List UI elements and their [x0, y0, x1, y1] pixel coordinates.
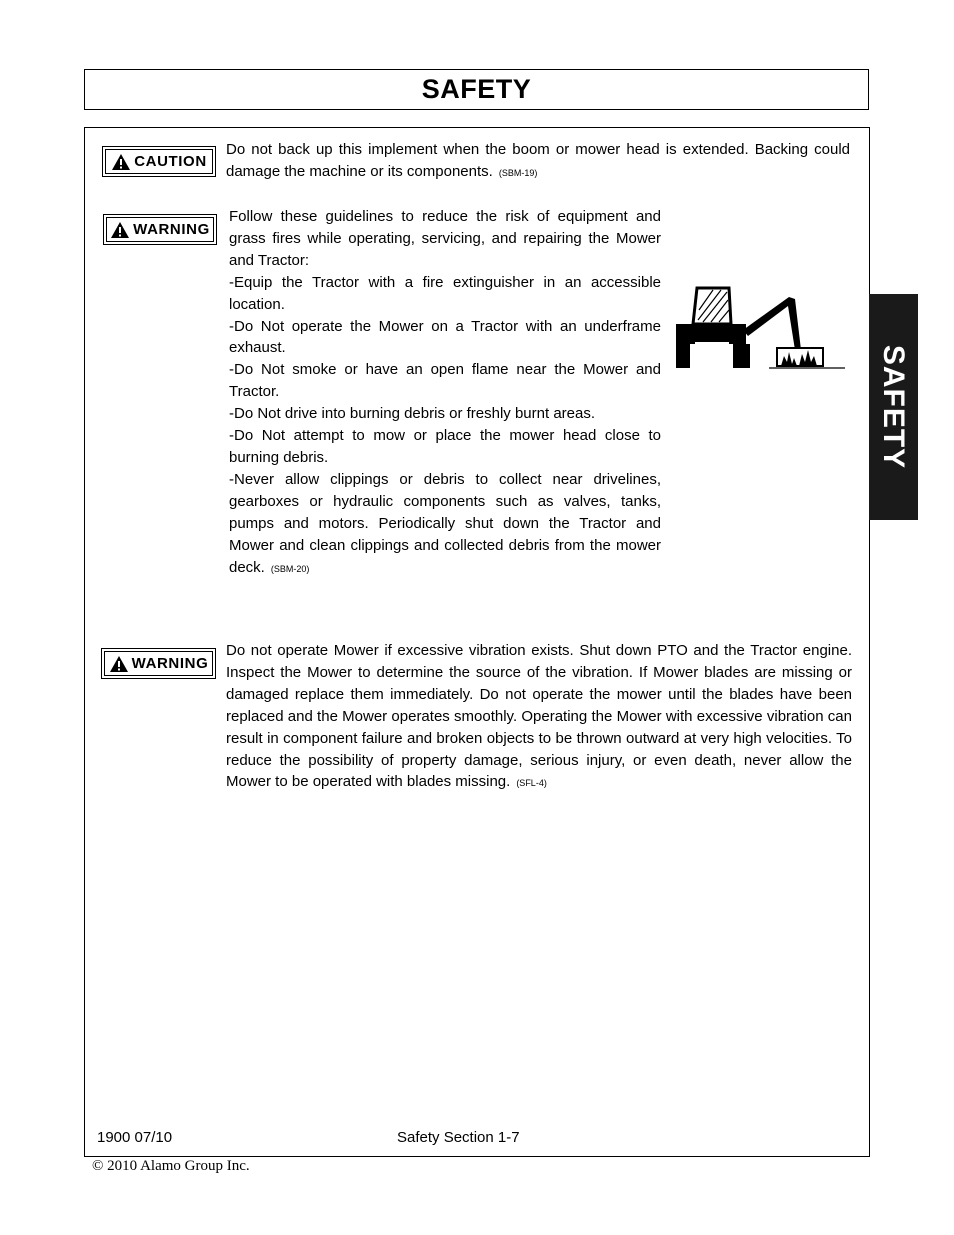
guideline-line: -Equip the Tractor with a fire extinguisher in an accessible location. [229, 273, 661, 313]
model-date: 1900 07/10 [97, 1129, 173, 1146]
guideline-line-text: -Never allow clippings or debris to collect near drivelines, gearboxes or hydraulic components such as valves, tanks, pumps and motors. Periodically shut down the Tractor and Mower and clean clippings and collected debris from the mower deck. [229, 470, 661, 576]
page-number: Safety Section 1-7 [397, 1129, 520, 1146]
guideline-line: -Do Not smoke or have an open flame near the Mower and Tractor. [229, 361, 661, 401]
warning-triangle-icon [110, 221, 130, 239]
section-tab [869, 294, 918, 520]
guideline-line [229, 469, 661, 581]
warning-triangle-icon [111, 153, 131, 171]
caution-label [102, 146, 216, 177]
fire-guidelines-paragraph [229, 206, 661, 580]
warning-triangle-icon [109, 655, 129, 673]
section-tab-label: SAFETY [877, 344, 911, 470]
guideline-line: Follow these guidelines to reduce the risk of equipment and grass fires while operating, servicing, and repairing the Mower and Tractor: [229, 208, 661, 269]
warning-label-text: WARNING [131, 655, 209, 672]
guideline-line: -Do Not attempt to mow or place the mower head close to burning debris. [229, 427, 661, 466]
caution-text: Do not back up this implement when the boom or mower head is extended. Backing could damage the machine or its components. [226, 141, 850, 180]
tractor-fire-illustration [673, 280, 848, 375]
caution-label-text: CAUTION [134, 153, 207, 170]
reference-code: (SBM-20) [270, 563, 310, 574]
guideline-line: -Do Not drive into burning debris or freshly burnt areas. [229, 405, 596, 423]
warning-label [101, 648, 216, 679]
vibration-paragraph [226, 640, 852, 795]
page-title: SAFETY [421, 74, 532, 104]
header-box [84, 69, 869, 110]
guideline-line: -Do Not operate the Mower on a Tractor with an underframe exhaust. [229, 317, 661, 357]
reference-code: (SBM-19) [498, 167, 538, 178]
reference-code: (SFL-4) [516, 778, 547, 789]
warning-label-text: WARNING [133, 221, 210, 238]
caution-paragraph [226, 139, 850, 185]
copyright: © 2010 Alamo Group Inc. [92, 1158, 250, 1174]
vibration-text: Do not operate Mower if excessive vibration exists. Shut down PTO and the Tractor engine. Inspect the Mower to determine the source of the vibration. If Mower blades are missing or damaged replace them immediately. Do not operate the mower until the blades have been replaced and the Mower operates smoothly. Operating the Mower with excessive vibration can result in component failure and broken objects to be thrown outward at very high velocities. To reduce the possibility of property damage, serious injury, or even death, never allow the Mower to be operated with blades missing. [226, 642, 852, 791]
warning-label [103, 214, 217, 245]
